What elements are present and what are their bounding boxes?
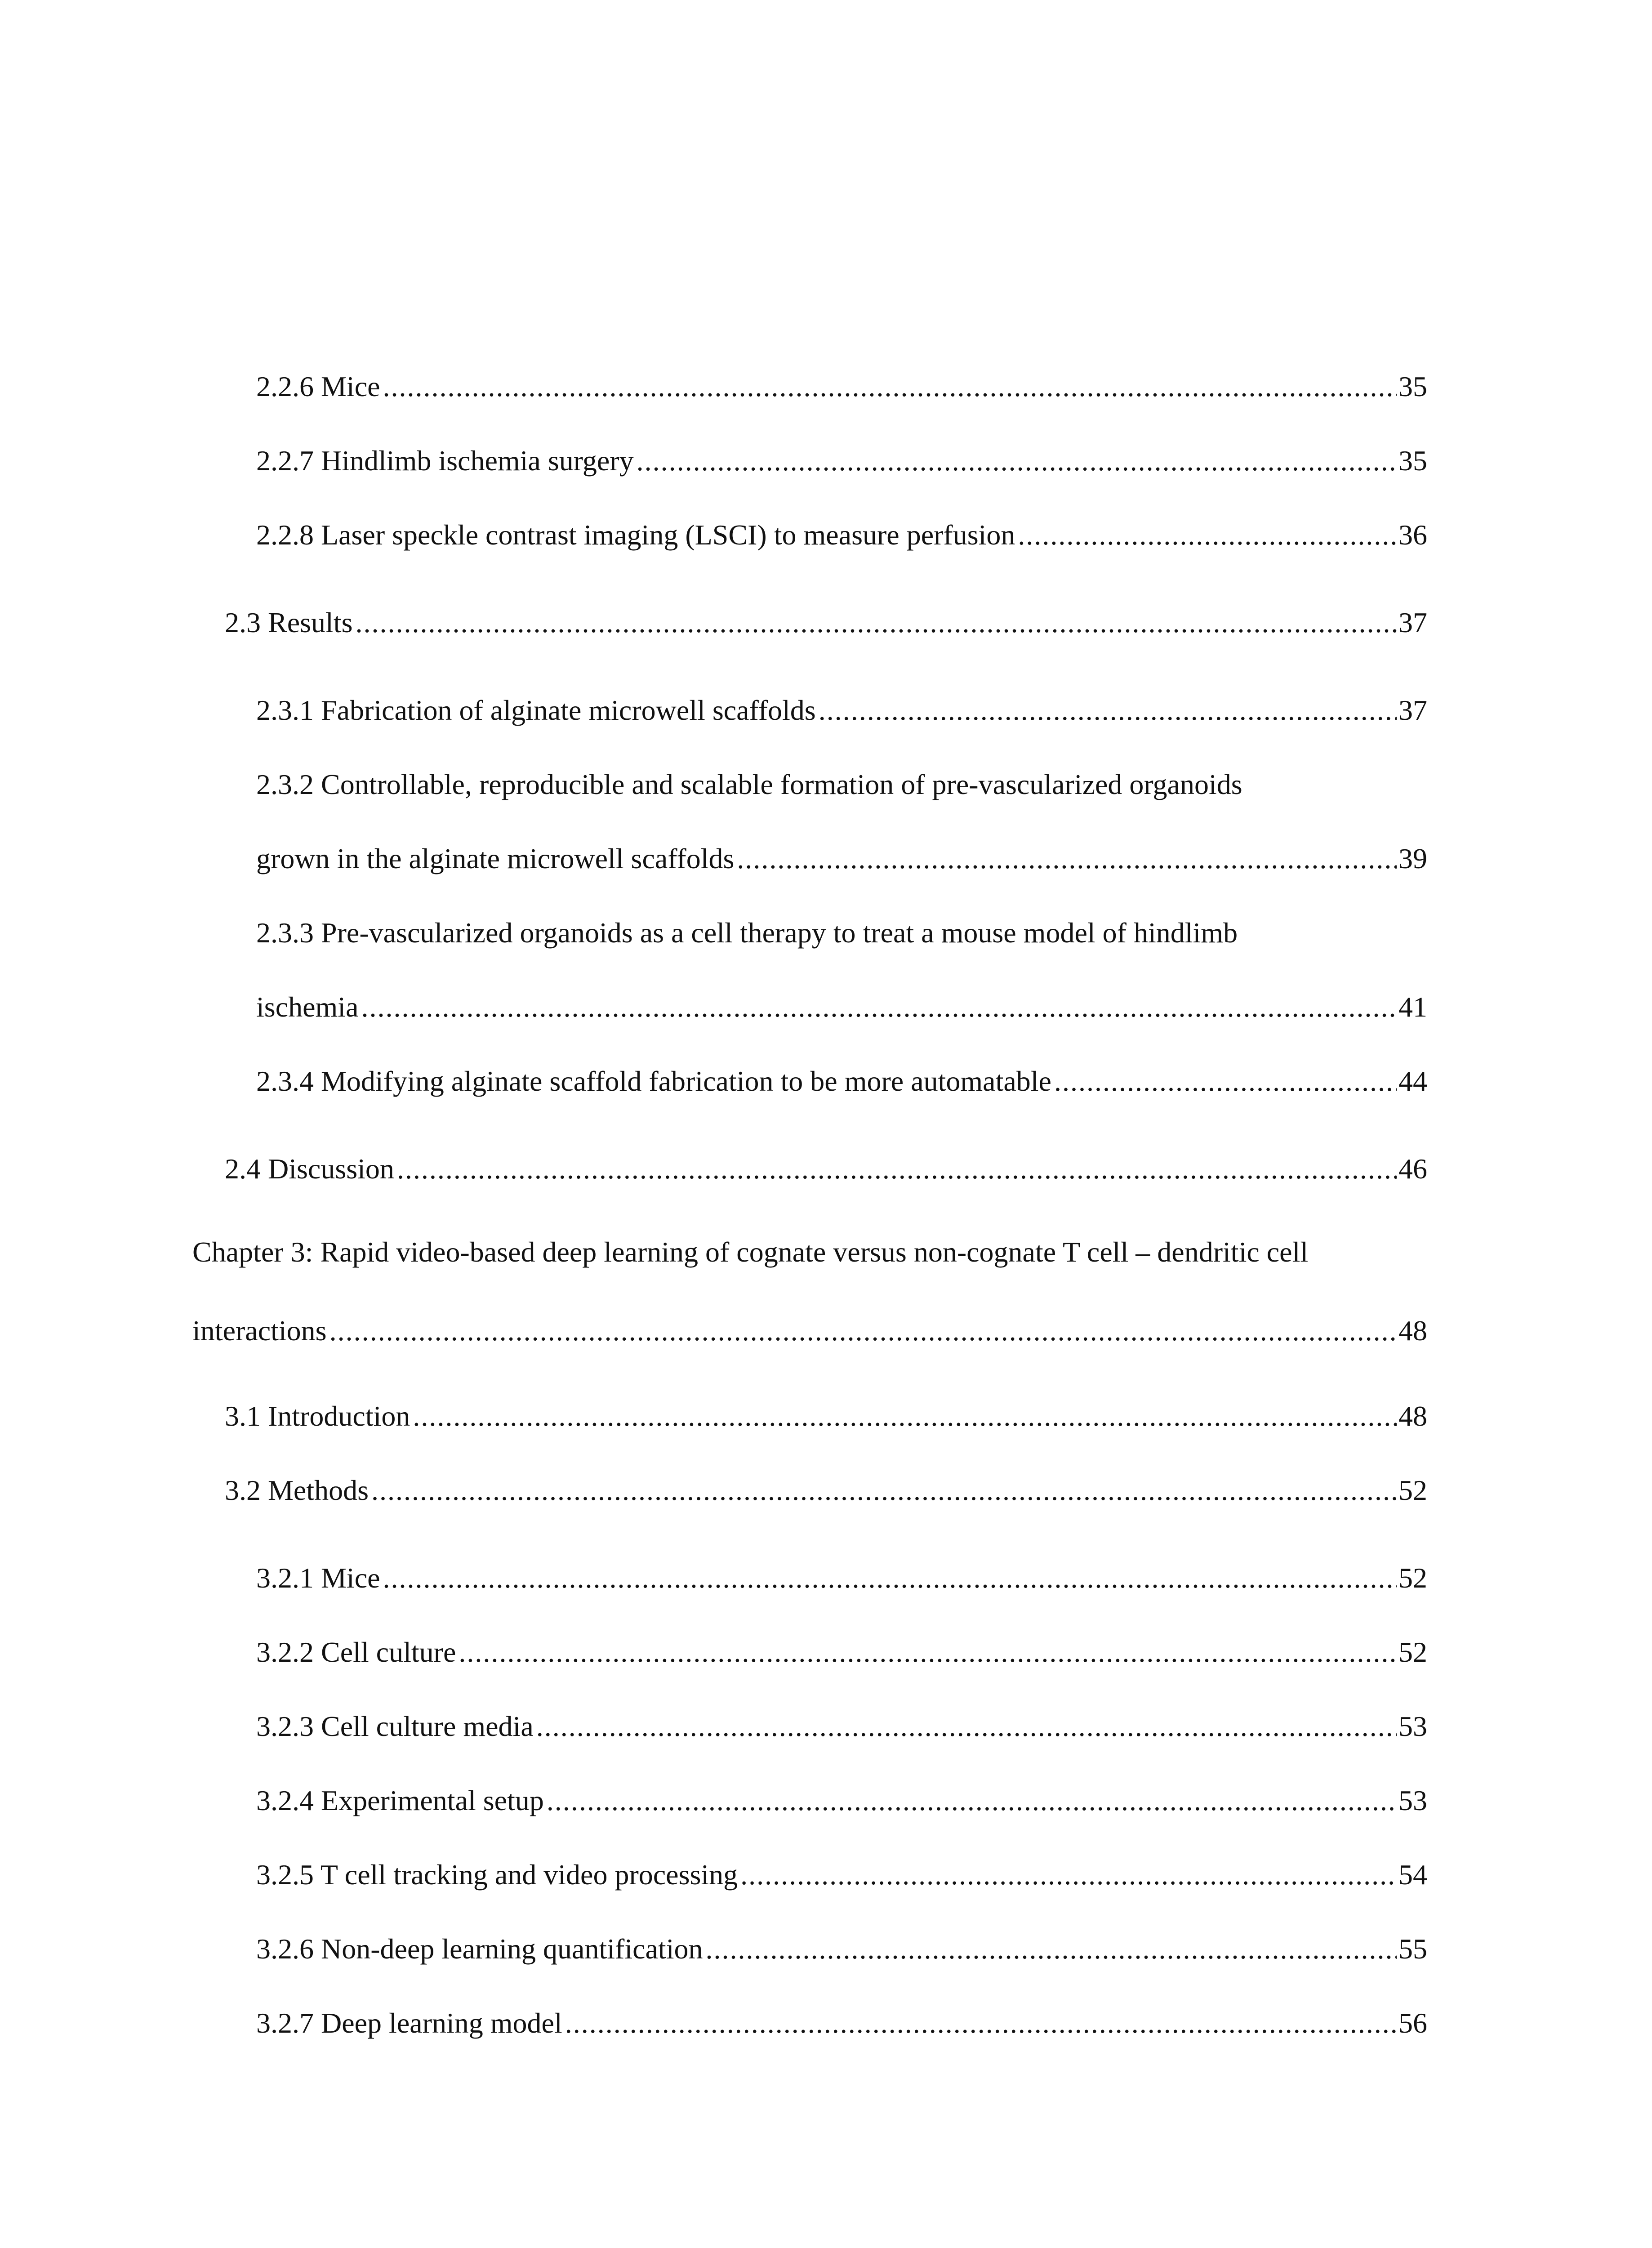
dot-leader bbox=[383, 1560, 1397, 1596]
toc-entry-title: 2.3.1 Fabrication of alginate microwell scaffolds bbox=[256, 694, 816, 726]
toc-page-number: 35 bbox=[1398, 370, 1427, 402]
dot-leader bbox=[536, 1708, 1397, 1744]
toc-entry bbox=[256, 1708, 1427, 1744]
toc-page-number: 37 bbox=[1398, 694, 1427, 726]
toc-page-number: 35 bbox=[1398, 445, 1427, 477]
toc-page-number: 41 bbox=[1398, 991, 1427, 1023]
toc-page-number: 52 bbox=[1398, 1636, 1427, 1668]
toc-entry bbox=[256, 443, 1427, 479]
toc-entry bbox=[225, 605, 1427, 641]
toc-entry-title: 2.2.7 Hindlimb ischemia surgery bbox=[256, 445, 634, 477]
toc-entry bbox=[256, 2005, 1427, 2041]
toc-entry bbox=[256, 1560, 1427, 1596]
toc-entry-title: 2.2.8 Laser speckle contrast imaging (LSCI) to measure perfusion bbox=[256, 519, 1015, 551]
dot-leader bbox=[705, 1931, 1397, 1967]
toc-entry bbox=[256, 841, 1427, 877]
toc-entry-title: 2.3 Results bbox=[225, 607, 353, 638]
toc-entry-title: 3.2.7 Deep learning model bbox=[256, 2007, 562, 2039]
toc-entry bbox=[256, 692, 1427, 728]
toc-entry bbox=[256, 1063, 1427, 1099]
toc-page-number: 52 bbox=[1398, 1562, 1427, 1594]
toc-entry-title: 3.2.1 Mice bbox=[256, 1562, 380, 1594]
toc-entry-title-line: 2.3.3 Pre-vascularized organoids as a cell therapy to treat a mouse model of hindlimb bbox=[256, 917, 1238, 949]
dot-leader bbox=[819, 692, 1397, 728]
dot-leader bbox=[459, 1634, 1397, 1670]
toc-entry-title: interactions bbox=[192, 1315, 327, 1347]
toc-page-number: 54 bbox=[1398, 1859, 1427, 1891]
dot-leader bbox=[737, 841, 1397, 877]
toc-chapter-title-line: Chapter 3: Rapid video-based deep learning of cognate versus non-cognate T cell – dendritic cell bbox=[192, 1236, 1309, 1268]
toc-page-number: 46 bbox=[1398, 1153, 1427, 1185]
dot-leader bbox=[355, 605, 1397, 641]
dot-leader bbox=[397, 1151, 1397, 1187]
toc-entry-title: 3.2.6 Non-deep learning quantification bbox=[256, 1933, 703, 1965]
toc-entry-title: ischemia bbox=[256, 991, 359, 1023]
toc-page-number: 55 bbox=[1398, 1933, 1427, 1965]
toc-entry-title: 3.2.3 Cell culture media bbox=[256, 1710, 534, 1742]
toc-page-number: 44 bbox=[1398, 1065, 1427, 1097]
toc-entry bbox=[256, 517, 1427, 553]
toc-entry-title: 3.2.5 T cell tracking and video processing bbox=[256, 1859, 738, 1891]
toc-page-number: 48 bbox=[1398, 1400, 1427, 1432]
toc-entry-title: 3.2.2 Cell culture bbox=[256, 1636, 456, 1668]
toc-entry-title: 3.2 Methods bbox=[225, 1474, 369, 1506]
toc-entry bbox=[225, 1151, 1427, 1187]
dot-leader bbox=[547, 1783, 1397, 1819]
toc-page-number: 53 bbox=[1398, 1784, 1427, 1816]
dot-leader bbox=[740, 1857, 1397, 1893]
toc-entry-title: 3.1 Introduction bbox=[225, 1400, 410, 1432]
toc-entry-title: grown in the alginate microwell scaffolds bbox=[256, 843, 735, 874]
toc-entry-title: 3.2.4 Experimental setup bbox=[256, 1784, 544, 1816]
toc-page-number: 39 bbox=[1398, 843, 1427, 874]
toc-entry bbox=[256, 1783, 1427, 1819]
dot-leader bbox=[413, 1398, 1397, 1434]
dot-leader bbox=[371, 1472, 1397, 1508]
toc-entry-title: 2.2.6 Mice bbox=[256, 370, 380, 402]
dot-leader bbox=[1018, 517, 1397, 553]
toc-entry bbox=[256, 1634, 1427, 1670]
toc-entry bbox=[256, 1857, 1427, 1893]
toc-page-number: 56 bbox=[1398, 2007, 1427, 2039]
toc-entry bbox=[225, 1472, 1427, 1508]
toc-page-number: 48 bbox=[1398, 1315, 1427, 1347]
toc-entry bbox=[225, 1398, 1427, 1434]
toc-page-number: 53 bbox=[1398, 1710, 1427, 1742]
dot-leader bbox=[383, 369, 1397, 405]
dot-leader bbox=[330, 1313, 1397, 1349]
toc-entry bbox=[192, 1313, 1427, 1349]
dot-leader bbox=[637, 443, 1397, 479]
toc-entry-title: 2.3.4 Modifying alginate scaffold fabrication to be more automatable bbox=[256, 1065, 1051, 1097]
toc-page-number: 36 bbox=[1398, 519, 1427, 551]
toc-entry bbox=[256, 1931, 1427, 1967]
toc-entry-title: 2.4 Discussion bbox=[225, 1153, 394, 1185]
dot-leader bbox=[1054, 1063, 1397, 1099]
toc-page-number: 52 bbox=[1398, 1474, 1427, 1506]
dot-leader bbox=[565, 2005, 1397, 2041]
toc-page-number: 37 bbox=[1398, 607, 1427, 638]
toc-entry bbox=[256, 989, 1427, 1025]
toc-entry bbox=[256, 369, 1427, 405]
dot-leader bbox=[361, 989, 1397, 1025]
toc-entry-title-line: 2.3.2 Controllable, reproducible and scalable formation of pre-vascularized organoids bbox=[256, 768, 1242, 800]
